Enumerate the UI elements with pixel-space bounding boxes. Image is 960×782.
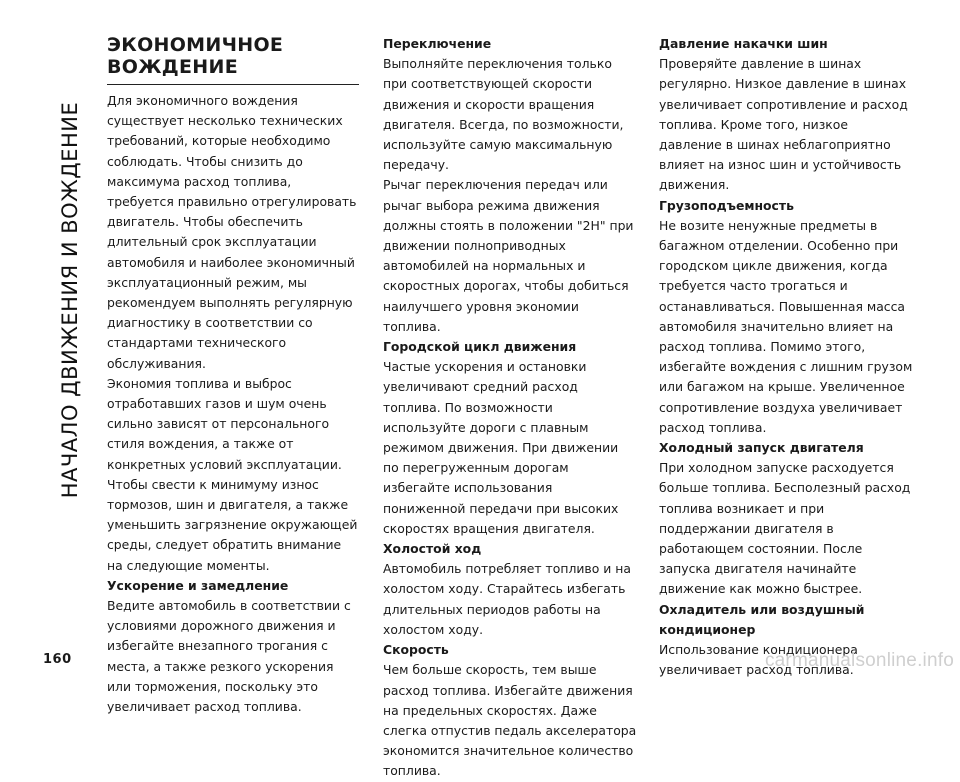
acceleration-paragraph: Ведите автомобиль в соответствии с условиями дорожного движения и избегайте внезапного трогания с места, а также резкого ускорения или торможения, поскольку это увеличивает расход топлива. xyxy=(107,598,351,715)
title-divider xyxy=(107,84,359,85)
heading-acceleration: Ускорение и замедление xyxy=(107,577,289,593)
heading-city-cycle: Городской цикл движения xyxy=(383,339,577,355)
heading-idle: Холостой ход xyxy=(383,541,482,557)
footer-watermark: carmanualsonline.info xyxy=(764,650,954,671)
idle-paragraph: Автомобиль потребляет топливо и на холостом ходу. Старайтесь избегать длительных периодов работы на холостом ходу. xyxy=(383,561,631,637)
page-title xyxy=(107,34,359,78)
heading-air-conditioning: Охладитель или воздушный кондиционер xyxy=(659,601,865,637)
gear-shift-paragraph-1: Выполняйте переключения только при соответствующей скорости движения и скорости вращения двигателя. Всегда, по возможности, используйте самую максимальную передачу. xyxy=(383,56,624,173)
column-2 xyxy=(383,34,637,782)
city-cycle-paragraph: Частые ускорения и остановки увеличивают средний расход топлива. По возможности используйте дороги с плавным режимом движения. При движении по перегруженным дорогам избегайте использования пониженной передачи при высоких скоростях вращения двигателя. xyxy=(383,359,619,536)
heading-tire-pressure: Давление накачки шин xyxy=(659,36,828,51)
load-capacity-paragraph: Не возите ненужные предметы в багажном отделении. Особенно при городском цикле движения, когда требуется часто трогаться и останавливаться. Повышенная масса автомобиля значительно влияет на расход топлива. Помимо этого, избегайте вождения с лишним грузом или багажом на крыше. Увеличенное сопротивление воздуха увеличивает расход топлива. xyxy=(659,217,913,435)
page-title-line2: ВОЖДЕНИЕ xyxy=(107,56,238,78)
gear-shift-paragraph-2: Рычаг переключения передач или рычаг выбора режима движения должны стоять в положении "2H" при движении полноприводных автомобилей на нормальных и скоростных дорогах, чтобы добиться наилучшего уровня экономии топлива. xyxy=(383,177,634,334)
economy-paragraph: Экономия топлива и выброс отработавших газов и шум очень сильно зависят от персонального стиля вождения, а также от конкретных условий эксплуатации. Чтобы свести к минимуму износ тормозов, шин и двигателя, а также уменьшить загрязнение окружающей среды, следует обратить внимание на следующие моменты. xyxy=(107,375,358,573)
tire-pressure-paragraph: Проверяйте давление в шинах регулярно. Низкое давление в шинах увеличивает сопротивление и расход топлива. Кроме того, низкое давление в шинах неблагоприятно влияет на износ шин и устойчивость движения. xyxy=(659,56,908,193)
heading-load-capacity: Грузоподъемность xyxy=(659,197,794,213)
heading-speed: Скорость xyxy=(383,642,449,658)
column-1 xyxy=(107,34,359,717)
cold-start-paragraph: При холодном запуске расходуется больше топлива. Бесполезный расход топлива возникает и при поддержании двигателя в работающем состоянии. После запуска двигателя начинайте движение как можно быстрее. xyxy=(659,460,911,597)
section-side-title xyxy=(50,20,90,580)
intro-paragraph: Для экономичного вождения существует несколько технических требований, которые необходимо соблюдать. Чтобы снизить до максимума расход топлива, требуется правильно отрегулировать двигатель. Чтобы обеспечить длительный срок эксплуатации автомобиля и наиболее экономичный эксплуатационный режим, мы рекомендуем выполнять регулярную диагностику в соответствии со стандартами технического обслуживания. xyxy=(107,93,357,371)
heading-gear-shift: Переключение xyxy=(383,36,492,51)
page-number: 160 xyxy=(43,652,72,667)
air-conditioning-paragraph: Использование кондиционера увеличивает расход топлива. xyxy=(659,642,858,678)
section-side-title-text: НАЧАЛО ДВИЖЕНИЯ И ВОЖДЕНИЕ xyxy=(58,101,83,499)
column-3 xyxy=(659,34,913,681)
page-title-line1: ЭКОНОМИЧНОЕ xyxy=(107,34,284,56)
heading-cold-start: Холодный запуск двигателя xyxy=(659,440,864,456)
speed-paragraph: Чем больше скорость, тем выше расход топлива. Избегайте движения на предельных скоростях. Даже слегка отпустив педаль акселератора экономится значительное количество топлива. xyxy=(383,662,637,779)
